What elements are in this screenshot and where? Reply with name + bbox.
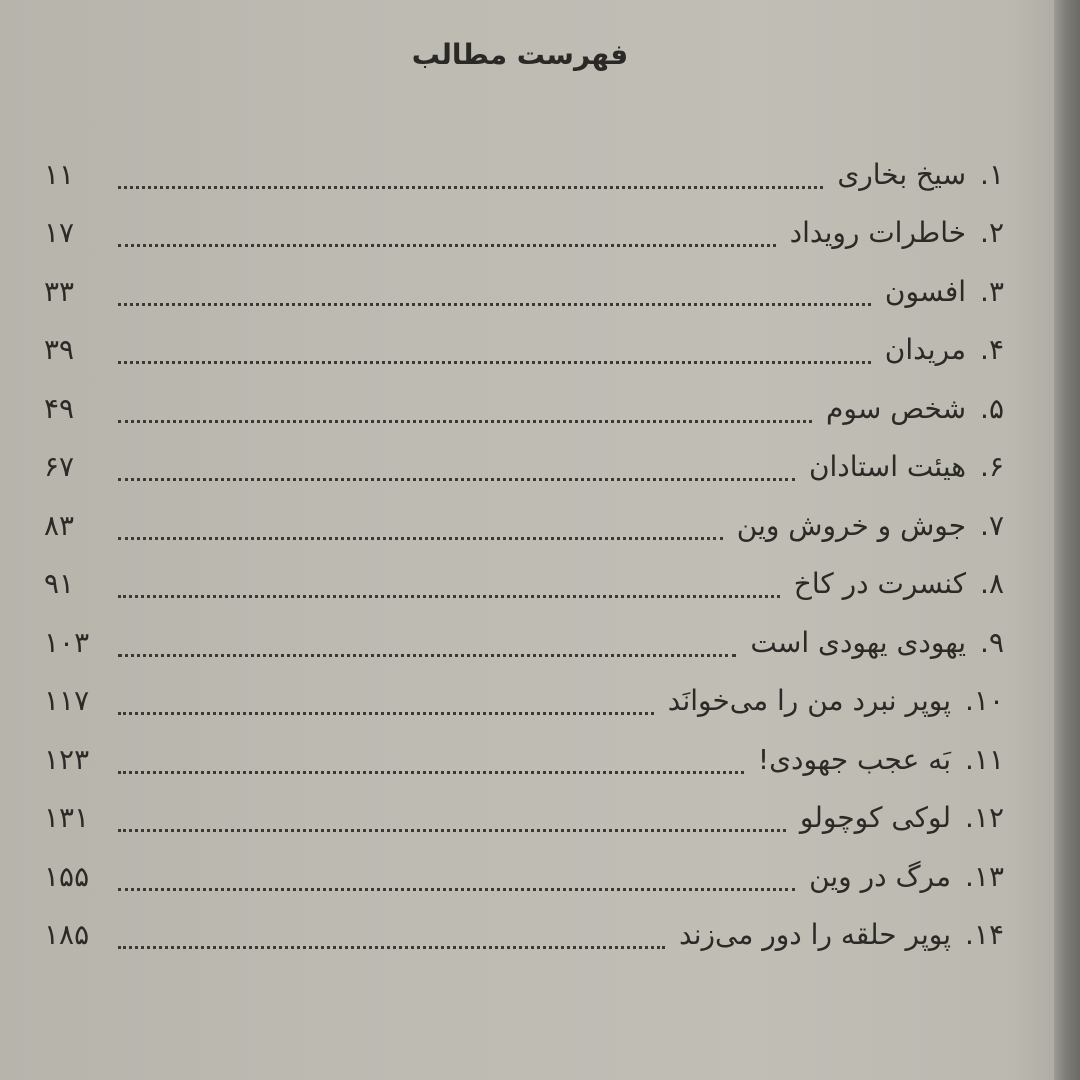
- page-title: فهرست مطالب: [411, 38, 629, 71]
- page-edge: [1054, 0, 1080, 1080]
- toc-entry-number: ۱۱.: [965, 742, 1004, 776]
- toc-entry: [44, 613, 1004, 672]
- toc-entry-title: مرگ در وین: [809, 859, 952, 893]
- toc-entry-page: ۱۷: [44, 216, 75, 250]
- toc-entry: [44, 555, 1004, 614]
- toc-entry-title: یهودی یهودی است: [750, 625, 967, 659]
- toc-entry-number: ۶.: [980, 450, 1004, 484]
- dot-leader: [118, 888, 795, 891]
- toc-entry-number: ۱۴.: [965, 918, 1004, 952]
- toc-entry-page: ۳۳: [44, 274, 75, 308]
- toc-entry: [44, 321, 1004, 380]
- toc-entry-title: هیئت استادان: [808, 450, 967, 484]
- toc-entry: [44, 906, 1004, 965]
- toc-entry-title: شخص سوم: [826, 391, 967, 425]
- toc-entry: [44, 847, 1004, 906]
- toc-entry-title: مریدان: [884, 333, 967, 367]
- toc-entry: [44, 438, 1004, 497]
- toc-entry-number: ۹.: [980, 625, 1004, 659]
- toc-entry-page: ۴۹: [44, 391, 75, 425]
- toc-entry-title: خاطرات رویداد: [789, 216, 967, 250]
- toc-entry: [44, 730, 1004, 789]
- toc-entry-number: ۲.: [980, 216, 1004, 250]
- toc-entry: [44, 789, 1004, 848]
- toc-entry-title: کنسرت در کاخ: [793, 567, 967, 601]
- toc-entry-title: سیخ بخاری: [837, 157, 967, 191]
- toc-entry-page: ۱۸۵: [44, 918, 90, 952]
- toc-entry-number: ۱۰.: [965, 684, 1004, 718]
- toc-entry: [44, 145, 1004, 204]
- toc-entry-title: لوکی کوچولو: [799, 801, 952, 835]
- toc-entry-page: ۳۹: [44, 333, 75, 367]
- toc-entry-number: ۳.: [980, 274, 1004, 308]
- dot-leader: [118, 244, 776, 247]
- toc-entry: [44, 379, 1004, 438]
- toc-entry-number: ۸.: [980, 567, 1004, 601]
- page-gutter-shadow: [1014, 0, 1054, 1080]
- toc-entry: [44, 262, 1004, 321]
- dot-leader: [118, 537, 723, 540]
- toc-entry: [44, 672, 1004, 731]
- toc-entry-page: ۹۱: [44, 567, 75, 601]
- toc-entry-number: ۷.: [980, 508, 1004, 542]
- dot-leader: [118, 771, 744, 774]
- dot-leader: [118, 478, 795, 481]
- toc-entry-page: ۱۰۳: [44, 625, 90, 659]
- dot-leader: [118, 946, 665, 949]
- toc-entry-number: ۱.: [980, 157, 1004, 191]
- toc-entry-number: ۵.: [980, 391, 1004, 425]
- toc-entry-title: افسون: [884, 274, 967, 308]
- toc-entry-page: ۱۱: [44, 157, 75, 191]
- toc-entry-page: ۸۳: [44, 508, 75, 542]
- toc-entry: [44, 204, 1004, 263]
- table-of-contents: [44, 145, 1004, 964]
- toc-entry-number: ۱۲.: [965, 801, 1004, 835]
- toc-entry-title: پوپر نبرد من را می‌خوانَد: [667, 684, 952, 718]
- toc-entry-page: ۱۱۷: [44, 684, 90, 718]
- dot-leader: [118, 829, 786, 832]
- dot-leader: [118, 654, 736, 657]
- toc-entry-title: جوش و خروش وین: [736, 508, 967, 542]
- toc-entry-title: بَه عجب جهودی!: [757, 742, 952, 776]
- dot-leader: [118, 361, 871, 364]
- dot-leader: [118, 303, 871, 306]
- dot-leader: [118, 595, 780, 598]
- dot-leader: [118, 420, 812, 423]
- toc-entry-page: ۶۷: [44, 450, 75, 484]
- toc-entry: [44, 496, 1004, 555]
- toc-entry-page: ۱۳۱: [44, 801, 90, 835]
- dot-leader: [118, 712, 654, 715]
- toc-entry-page: ۱۲۳: [44, 742, 90, 776]
- dot-leader: [118, 186, 823, 189]
- toc-entry-page: ۱۵۵: [44, 859, 90, 893]
- toc-entry-number: ۱۳.: [965, 859, 1004, 893]
- toc-entry-title: پوپر حلقه را دور می‌زند: [679, 918, 952, 952]
- toc-entry-number: ۴.: [980, 333, 1004, 367]
